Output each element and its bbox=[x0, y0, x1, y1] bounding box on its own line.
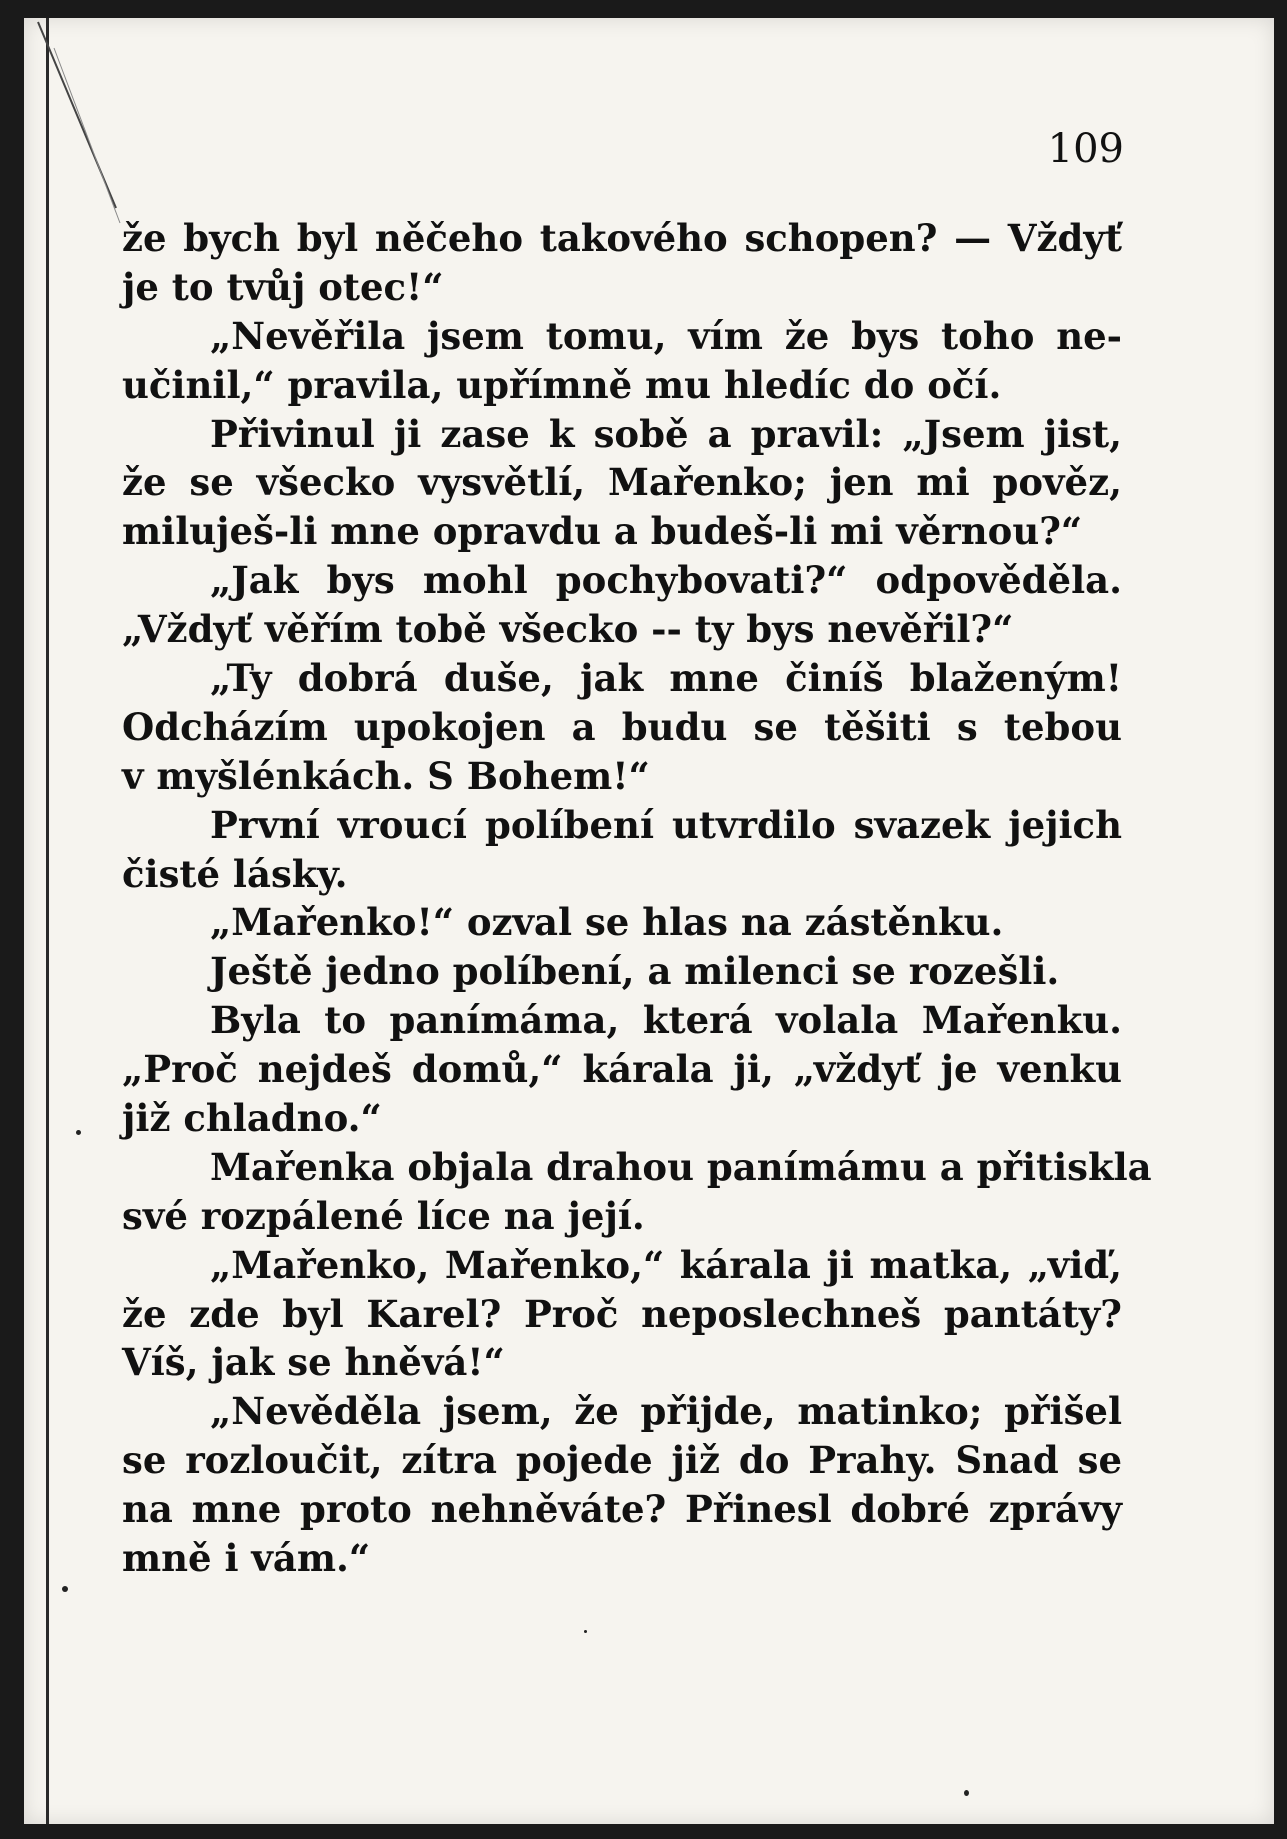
text-line: Víš, jak se hněvá!“ bbox=[122, 1340, 505, 1385]
ink-speck bbox=[62, 1586, 68, 1592]
text-line: „Jak bys mohl pochybovati?“ odpověděla. bbox=[210, 558, 1122, 603]
text-line: je to tvůj otec!“ bbox=[122, 264, 444, 309]
ink-speck bbox=[964, 1790, 969, 1796]
text-line: První vroucí políbení utvrdilo svazek jejich bbox=[210, 802, 1122, 847]
text-line: Přivinul ji zase k sobě a pravil: „Jsem jist, bbox=[210, 411, 1122, 456]
ink-speck bbox=[584, 1630, 587, 1633]
text-line: že se všecko vysvětlí, Mařenko; jen mi pověz, bbox=[122, 460, 1122, 505]
text-line: čisté lásky. bbox=[122, 851, 348, 896]
text-line: mně i vám.“ bbox=[122, 1536, 371, 1581]
text-line: že bych byl něčeho takového schopen? — Vždyť bbox=[122, 216, 1122, 260]
text-line: „Mařenko, Mařenko,“ kárala ji matka, „viď, bbox=[210, 1242, 1122, 1287]
text-line: „Nevěděla jsem, že přijde, matinko; přišel bbox=[210, 1389, 1122, 1434]
text-line: „Ty dobrá duše, jak mne činíš blaženým! bbox=[210, 656, 1122, 701]
page-number: 109 bbox=[1047, 126, 1124, 172]
text-line: Ještě jedno políbení, a milenci se rozešli. bbox=[210, 949, 1060, 994]
text-line: že zde byl Karel? Proč neposlechneš pantáty? bbox=[122, 1291, 1122, 1336]
text-line: Mařenka objala drahou panímámu a přitiskla bbox=[210, 1144, 1152, 1189]
text-line: učinil,“ pravila, upřímně mu hledíc do očí. bbox=[122, 362, 1002, 407]
body-text bbox=[122, 214, 1152, 1583]
ink-speck bbox=[76, 1130, 81, 1135]
text-line: „Nevěřila jsem tomu, vím že bys toho ne- bbox=[210, 313, 1122, 358]
text-line: již chladno.“ bbox=[122, 1096, 382, 1141]
text-line: miluješ-li mne opravdu a budeš-li mi věrnou?“ bbox=[122, 509, 1083, 554]
text-line: se rozloučit, zítra pojede již do Prahy. Snad se bbox=[122, 1438, 1122, 1483]
text-line: na mne proto nehněváte? Přinesl dobré zprávy bbox=[122, 1487, 1122, 1532]
gutter-line bbox=[46, 18, 49, 1824]
text-line: v myšlénkách. S Bohem!“ bbox=[122, 753, 650, 798]
text-line: Odcházím upokojen a budu se těšiti s tebou bbox=[122, 704, 1122, 749]
text-line: „Mařenko!“ ozval se hlas na zástěnku. bbox=[210, 900, 1004, 945]
book-page bbox=[24, 18, 1274, 1824]
text-line: své rozpálené líce na její. bbox=[122, 1193, 645, 1238]
text-line: Byla to panímáma, která volala Mařenku. bbox=[210, 998, 1122, 1043]
text-line: „Vždyť věřím tobě všecko -- ty bys nevěřil?“ bbox=[122, 607, 1014, 652]
text-line: „Proč nejdeš domů,“ kárala ji, „vždyť je venku bbox=[122, 1047, 1122, 1092]
